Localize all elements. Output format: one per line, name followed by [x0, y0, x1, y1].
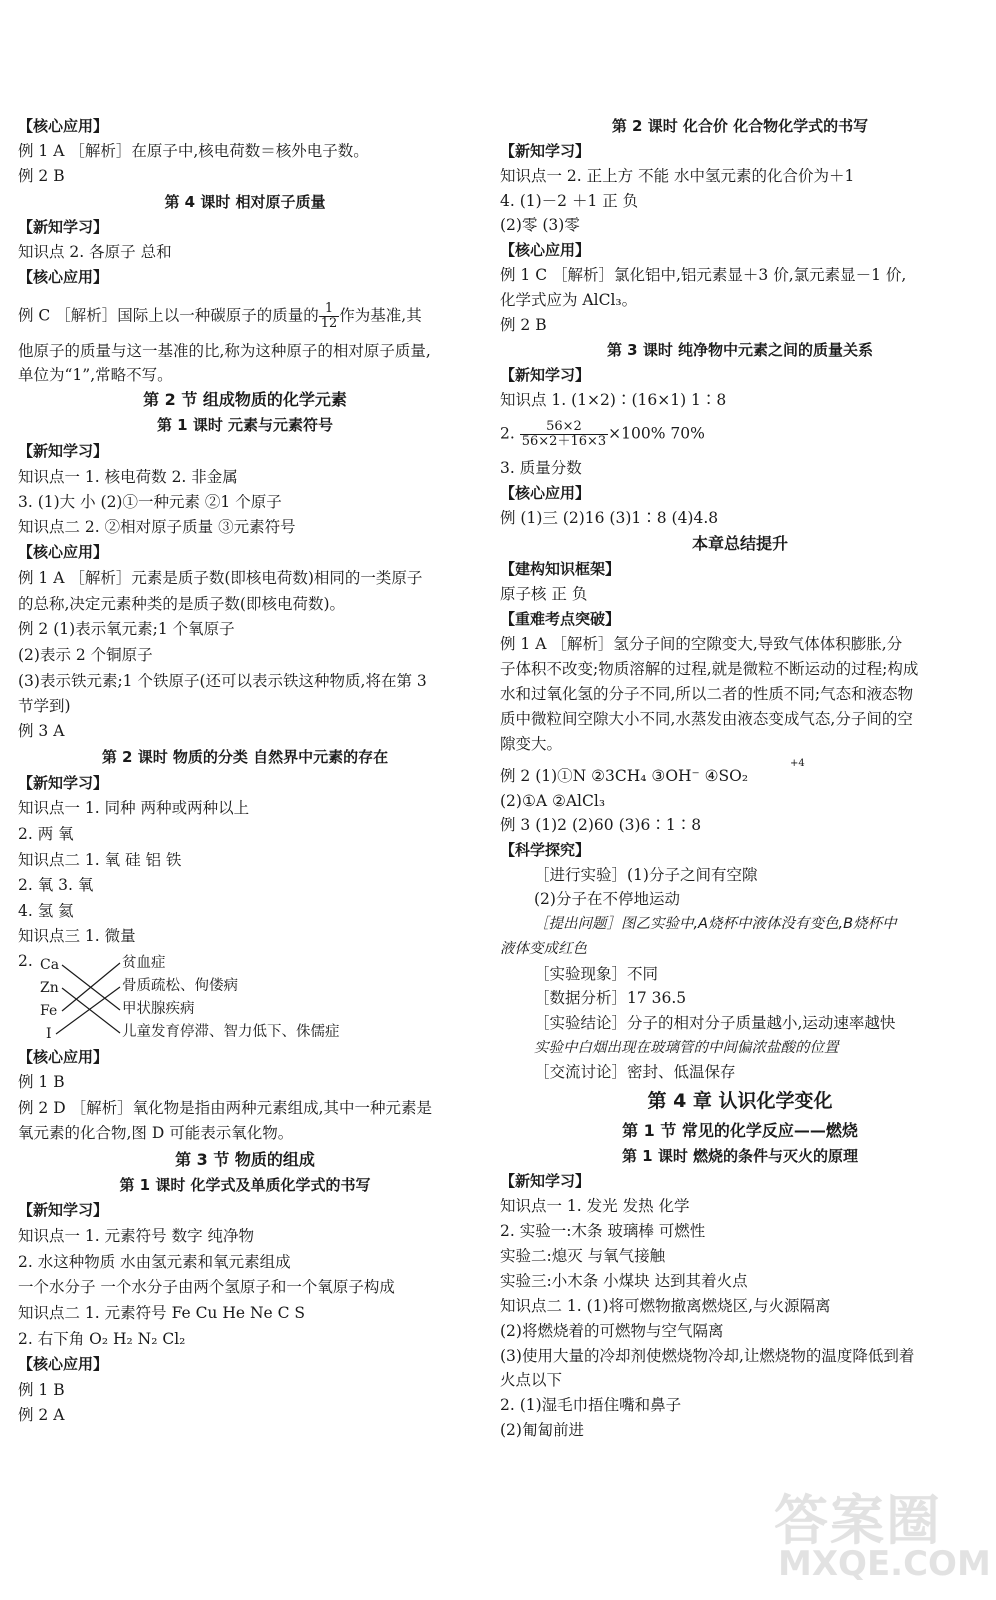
- answer-line: 知识点一 1. 发光 发热 化学: [500, 1197, 690, 1215]
- answer-line: 他原子的质量与这一基准的比,称为这种原子的相对原子质量,: [18, 342, 431, 360]
- answer-line: 知识点一 2. 正上方 不能 水中氢元素的化合价为＋1: [500, 167, 855, 185]
- answer-line: 隙变大。: [500, 735, 563, 753]
- answer-line: 知识点二 1. 氧 硅 铝 铁: [18, 851, 182, 869]
- section-title: 第 2 节 组成物质的化学元素: [143, 390, 347, 409]
- left-column: [0, 0, 490, 1600]
- answer-line: 例 3 (1)2 (2)60 (3)6∶1∶8: [500, 816, 702, 834]
- answer-line: 例 2 D ［解析］氧化物是指由两种元素组成,其中一种元素是: [18, 1099, 432, 1117]
- disease-label: 儿童发育停滞、智力低下、侏儒症: [122, 1024, 340, 1040]
- answer-line: 例 1 A ［解析］在原子中,核电荷数＝核外电子数。: [18, 142, 369, 160]
- element-label: Ca: [40, 957, 60, 973]
- answer-line: 水和过氧化氢的分子不同,所以二者的性质不同;气态和液态物: [500, 685, 914, 703]
- valence-mark: +4: [790, 758, 805, 769]
- match-line: [62, 988, 120, 1033]
- answer-line: 2. 实验一:木条 玻璃棒 可燃性: [500, 1222, 706, 1240]
- watermark-logo: [764, 1478, 991, 1588]
- answer-line: 知识点二 1. (1)将可燃物撤离燃烧区,与火源隔离: [500, 1297, 831, 1315]
- answer-line: ［实验现象］不同: [534, 965, 659, 983]
- section-tag: 【新知学习】: [18, 1201, 109, 1219]
- lesson-title: 第 3 课时 纯净物中元素之间的质量关系: [606, 341, 874, 359]
- fraction-denominator: 12: [320, 316, 338, 331]
- answer-line: 质中微粒间空隙大小不同,水蒸发由液态变成气态,分子间的空: [500, 710, 913, 728]
- matching-lines: [18, 950, 138, 1045]
- answer-line: [500, 758, 805, 787]
- section-tag: 【建构知识框架】: [500, 560, 621, 578]
- section-title: 第 1 节 常见的化学反应——燃烧: [622, 1121, 858, 1140]
- disease-label: 甲状腺疾病: [122, 1001, 195, 1017]
- answer-line: 例 1 B: [18, 1073, 65, 1091]
- section-tag: 【新知学习】: [18, 442, 109, 460]
- answer-line: 例 3 A: [18, 722, 65, 740]
- answer-line: (2)分子在不停地运动: [534, 890, 680, 908]
- section-tag: 【核心应用】: [18, 268, 109, 286]
- answer-line: ［数据分析］17 36.5: [534, 989, 687, 1007]
- answer-line: 2. 氧 3. 氧: [18, 876, 94, 894]
- element-label: Fe: [40, 1003, 58, 1019]
- answer-line: 实验二:熄灭 与氧气接触: [500, 1247, 666, 1265]
- handwritten-answer: 液体变成红色: [500, 941, 587, 957]
- answer-line: 化学式应为 AlCl₃。: [500, 291, 638, 309]
- answer-line: (2)零 (3)零: [500, 216, 580, 234]
- answer-line: 例 (1)三 (2)16 (3)1∶8 (4)4.8: [500, 509, 719, 527]
- answer-line: 2. 水这种物质 水由氢元素和氧元素组成: [18, 1253, 291, 1271]
- answer-line: 4. 氢 氦: [18, 902, 74, 920]
- answer-line: 2. 两 氧: [18, 825, 74, 843]
- answer-line: 例 2 (1)表示氧元素;1 个氧原子: [18, 620, 235, 638]
- handwritten-answer: ［提出问题］图乙实验中,A烧杯中液体没有变色,B烧杯中: [534, 916, 897, 932]
- answer-line: (2)将燃烧着的可燃物与空气隔离: [500, 1322, 724, 1340]
- disease-label: 骨质疏松、佝偻病: [122, 978, 238, 994]
- answer-line: 例 1 C ［解析］氯化铝中,铝元素显＋3 价,氯元素显－1 价,: [500, 266, 907, 284]
- answer-line: (3)表示铁元素;1 个铁原子(还可以表示铁这种物质,将在第 3: [18, 672, 427, 690]
- answer-line: (2)表示 2 个铜原子: [18, 646, 153, 664]
- answer-line: 例 2 B: [18, 167, 65, 185]
- watermark-title: 答案圈: [774, 1489, 942, 1552]
- section-tag: 【核心应用】: [18, 117, 109, 135]
- answer-text: 例 2 (1)①N ②3CH₄ ③OH⁻ ④SO₂: [500, 767, 749, 785]
- section-tag: 【新知学习】: [500, 366, 591, 384]
- section-tag: 【重难考点突破】: [500, 610, 621, 628]
- section-tag: 【新知学习】: [18, 218, 109, 236]
- fraction: [520, 420, 608, 449]
- answer-text: 作为基准,其: [339, 306, 422, 325]
- section-tag: 【新知学习】: [500, 142, 591, 160]
- answer-line: 知识点二 1. 元素符号 Fe Cu He Ne C S: [18, 1304, 306, 1322]
- lesson-title: 第 1 课时 元素与元素符号: [156, 416, 334, 434]
- answer-line: 知识点一 1. 同种 两种或两种以上: [18, 799, 250, 817]
- chapter-title: 第 4 章 认识化学变化: [647, 1090, 833, 1112]
- answer-line: 4. (1)－2 ＋1 正 负: [500, 192, 639, 210]
- element-label: I: [46, 1026, 52, 1042]
- answer-line: 例 1 A ［解析］元素是质子数(即核电荷数)相同的一类原子: [18, 569, 423, 587]
- answer-text: ×100% 70%: [608, 424, 705, 443]
- answer-line: 知识点 1. (1×2)∶(16×1) 1∶8: [500, 391, 727, 409]
- answer-line: 知识点三 1. 微量: [18, 927, 136, 945]
- lesson-title: 第 2 课时 化合价 化合物化学式的书写: [611, 117, 869, 135]
- handwritten-answer: 实验中白烟出现在玻璃管的中间偏浓盐酸的位置: [534, 1040, 839, 1056]
- answer-line: 原子核 正 负: [500, 585, 588, 603]
- answer-line: 火点以下: [500, 1371, 563, 1389]
- answer-text: 2.: [500, 424, 515, 443]
- section-tag: 【核心应用】: [18, 543, 109, 561]
- answer-line: (2)①A ②AlCl₃: [500, 792, 606, 810]
- answer-line: 实验三:小木条 小煤块 达到其着火点: [500, 1272, 748, 1290]
- answer-line: (3)使用大量的冷却剂使燃烧物冷却,让燃烧物的温度降低到着: [500, 1347, 915, 1365]
- item-number: 2.: [18, 952, 33, 970]
- fraction: [319, 302, 340, 331]
- answer-line: 2. (1)湿毛巾捂住嘴和鼻子: [500, 1396, 682, 1414]
- answer-line: 知识点 2. 各原子 总和: [18, 243, 172, 261]
- match-line: [56, 987, 120, 1034]
- answer-line: 3. (1)大 小 (2)①一种元素 ②1 个原子: [18, 493, 282, 511]
- answer-line: 节学到): [18, 697, 71, 715]
- lesson-title: 第 2 课时 物质的分类 自然界中元素的存在: [101, 748, 389, 766]
- answer-line: 氧元素的化合物,图 D 可能表示氧化物。: [18, 1124, 294, 1142]
- section-title: 第 3 节 物质的组成: [175, 1150, 315, 1169]
- answer-line: ［实验结论］分子的相对分子质量越小,运动速率越快: [534, 1014, 896, 1032]
- answer-line: 的总称,决定元素种类的是质子数(即核电荷数)。: [18, 595, 346, 613]
- section-tag: 【新知学习】: [18, 774, 109, 792]
- fraction-numerator: 56×2: [520, 420, 608, 435]
- answer-line: 例 2 A: [18, 1406, 65, 1424]
- answer-line: 单位为“1”,常略不写。: [18, 366, 173, 384]
- fraction-denominator: 56×2＋16×3: [521, 434, 607, 449]
- lesson-title: 第 1 课时 化学式及单质化学式的书写: [119, 1176, 371, 1194]
- section-tag: 【新知学习】: [500, 1172, 591, 1190]
- answer-line: 一个水分子 一个水分子由两个氢原子和一个氧原子构成: [18, 1278, 395, 1296]
- answer-line: 2. 右下角 O₂ H₂ N₂ Cl₂: [18, 1330, 186, 1348]
- section-tag: 【核心应用】: [500, 484, 591, 502]
- answer-line: (2)匍匐前进: [500, 1421, 584, 1439]
- answer-line: 子体积不改变;物质溶解的过程,就是微粒不断运动的过程;构成: [500, 660, 919, 678]
- answer-line: 例 2 B: [500, 316, 547, 334]
- answer-line: ［进行实验］(1)分子之间有空隙: [534, 866, 758, 884]
- section-title: 本章总结提升: [691, 534, 788, 553]
- answer-line-fraction: [500, 420, 705, 449]
- fraction-numerator: 1: [319, 302, 340, 317]
- answer-text: 例 C ［解析］国际上以一种碳原子的质量的: [18, 306, 319, 325]
- answer-line: 例 1 A ［解析］氢分子间的空隙变大,导致气体体积膨胀,分: [500, 635, 903, 653]
- answer-line-fraction: [18, 302, 422, 331]
- answer-line: 知识点二 2. ②相对原子质量 ③元素符号: [18, 518, 296, 536]
- section-tag: 【核心应用】: [18, 1355, 109, 1373]
- matching-diagram: [18, 950, 378, 1045]
- answer-line: 3. 质量分数: [500, 459, 582, 477]
- lesson-title: 第 1 课时 燃烧的条件与灭火的原理: [621, 1147, 859, 1165]
- section-tag: 【核心应用】: [500, 241, 591, 259]
- element-label: Zn: [40, 980, 59, 996]
- section-tag: 【科学探究】: [500, 841, 591, 859]
- answer-line: 例 1 B: [18, 1381, 65, 1399]
- right-column: [500, 0, 980, 1600]
- answer-line: 知识点一 1. 元素符号 数字 纯净物: [18, 1227, 254, 1245]
- disease-label: 贫血症: [122, 955, 166, 971]
- answer-line: ［交流讨论］密封、低温保存: [534, 1063, 736, 1081]
- lesson-title: 第 4 课时 相对原子质量: [164, 193, 326, 211]
- section-tag: 【核心应用】: [18, 1048, 109, 1066]
- answer-line: 知识点一 1. 核电荷数 2. 非金属: [18, 468, 238, 486]
- watermark-url: MXQE.COM: [778, 1544, 991, 1584]
